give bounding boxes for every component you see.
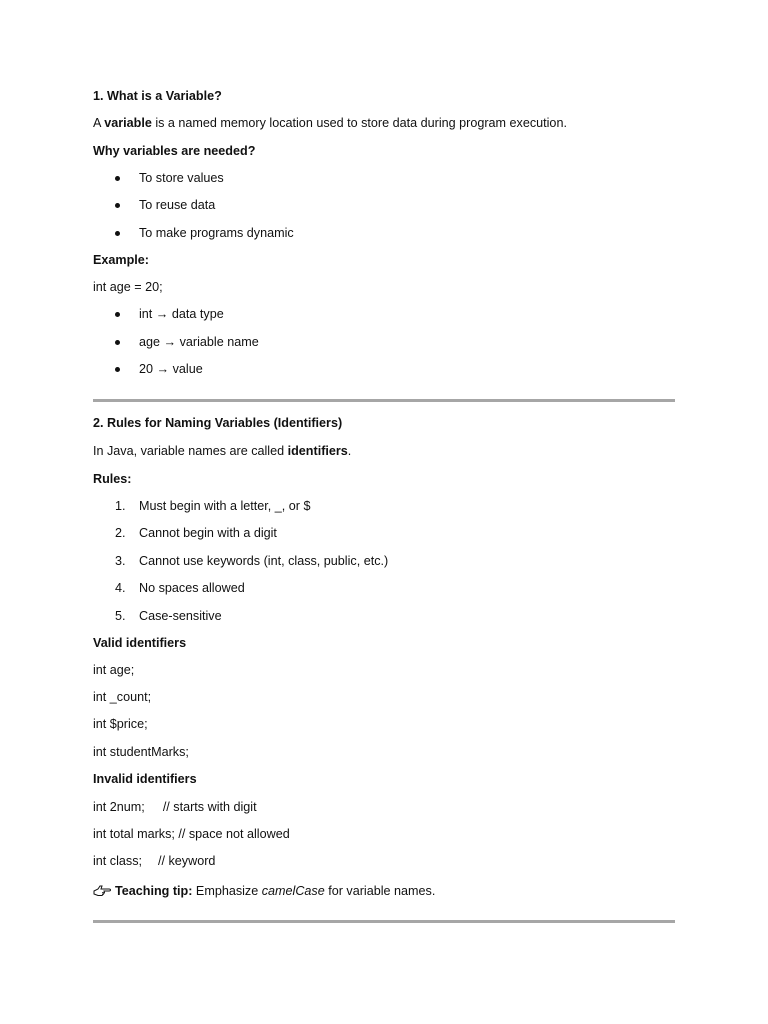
tip-text-end: for variable names. xyxy=(324,884,436,898)
valid-line: int $price; xyxy=(93,717,148,731)
list-item: int → data type xyxy=(139,306,224,322)
intro-term: identifiers xyxy=(287,444,348,458)
section1-heading: 1. What is a Variable? xyxy=(93,89,222,103)
bullet-icon xyxy=(115,170,123,186)
rule-number: 4. xyxy=(115,581,126,595)
bullet-icon xyxy=(115,334,123,350)
code-comment: // keyword xyxy=(158,854,216,868)
rule-number: 5. xyxy=(115,609,126,623)
intro-suffix: . xyxy=(347,444,352,458)
valid-heading: Valid identifiers xyxy=(93,636,187,650)
section2-heading: 2. Rules for Naming Variables (Identifiers) xyxy=(93,416,343,430)
list-item: age → variable name xyxy=(139,334,259,350)
rule-text: Must begin with a letter, _, or $ xyxy=(139,499,311,513)
bullet-icon xyxy=(115,361,123,377)
intro-term: variable xyxy=(104,116,152,130)
invalid-line xyxy=(93,853,215,869)
bullet-icon xyxy=(115,306,123,322)
code-comment: // starts with digit xyxy=(162,800,257,814)
tip-label: Teaching tip: xyxy=(115,884,193,898)
rules-heading: Rules: xyxy=(93,472,132,486)
intro-suffix: is a named memory location used to store data during program execution. xyxy=(151,116,567,130)
tip-emphasis: camelCase xyxy=(261,884,325,898)
rule-number: 3. xyxy=(115,554,126,568)
rule-text: Cannot begin with a digit xyxy=(139,526,277,540)
why-heading: Why variables are needed? xyxy=(93,144,256,158)
valid-line: int age; xyxy=(93,663,135,677)
rule-text: No spaces allowed xyxy=(139,581,245,595)
valid-line: int studentMarks; xyxy=(93,745,189,759)
rule-text: Case-sensitive xyxy=(139,609,222,623)
rule-number: 2. xyxy=(115,526,126,540)
list-item: To reuse data xyxy=(139,197,215,213)
example-code: int age = 20; xyxy=(93,280,163,294)
list-item: To make programs dynamic xyxy=(139,225,294,241)
list-item: To store values xyxy=(139,170,224,186)
horizontal-rule xyxy=(93,399,675,402)
section1-intro xyxy=(93,115,567,131)
list-item: 20 → value xyxy=(139,361,203,377)
horizontal-rule xyxy=(93,920,675,923)
invalid-line xyxy=(93,799,257,815)
pointing-hand-icon xyxy=(93,883,111,897)
bullet-icon xyxy=(115,225,123,241)
teaching-tip xyxy=(93,883,435,899)
intro-prefix: In Java, variable names are called xyxy=(93,444,288,458)
rule-text: Cannot use keywords (int, class, public, etc.) xyxy=(139,554,389,568)
invalid-code: int total marks; xyxy=(93,827,175,841)
invalid-code: int 2num; xyxy=(93,800,145,814)
section2-intro xyxy=(93,443,351,459)
invalid-code: int class; xyxy=(93,854,142,868)
valid-line: int _count; xyxy=(93,690,152,704)
rule-number: 1. xyxy=(115,499,126,513)
invalid-heading: Invalid identifiers xyxy=(93,772,197,786)
bullet-icon xyxy=(115,197,123,213)
example-heading: Example: xyxy=(93,253,149,267)
code-comment: // space not allowed xyxy=(174,827,290,841)
invalid-line xyxy=(93,826,290,842)
intro-prefix: A xyxy=(93,116,105,130)
tip-text: Emphasize xyxy=(192,884,262,898)
